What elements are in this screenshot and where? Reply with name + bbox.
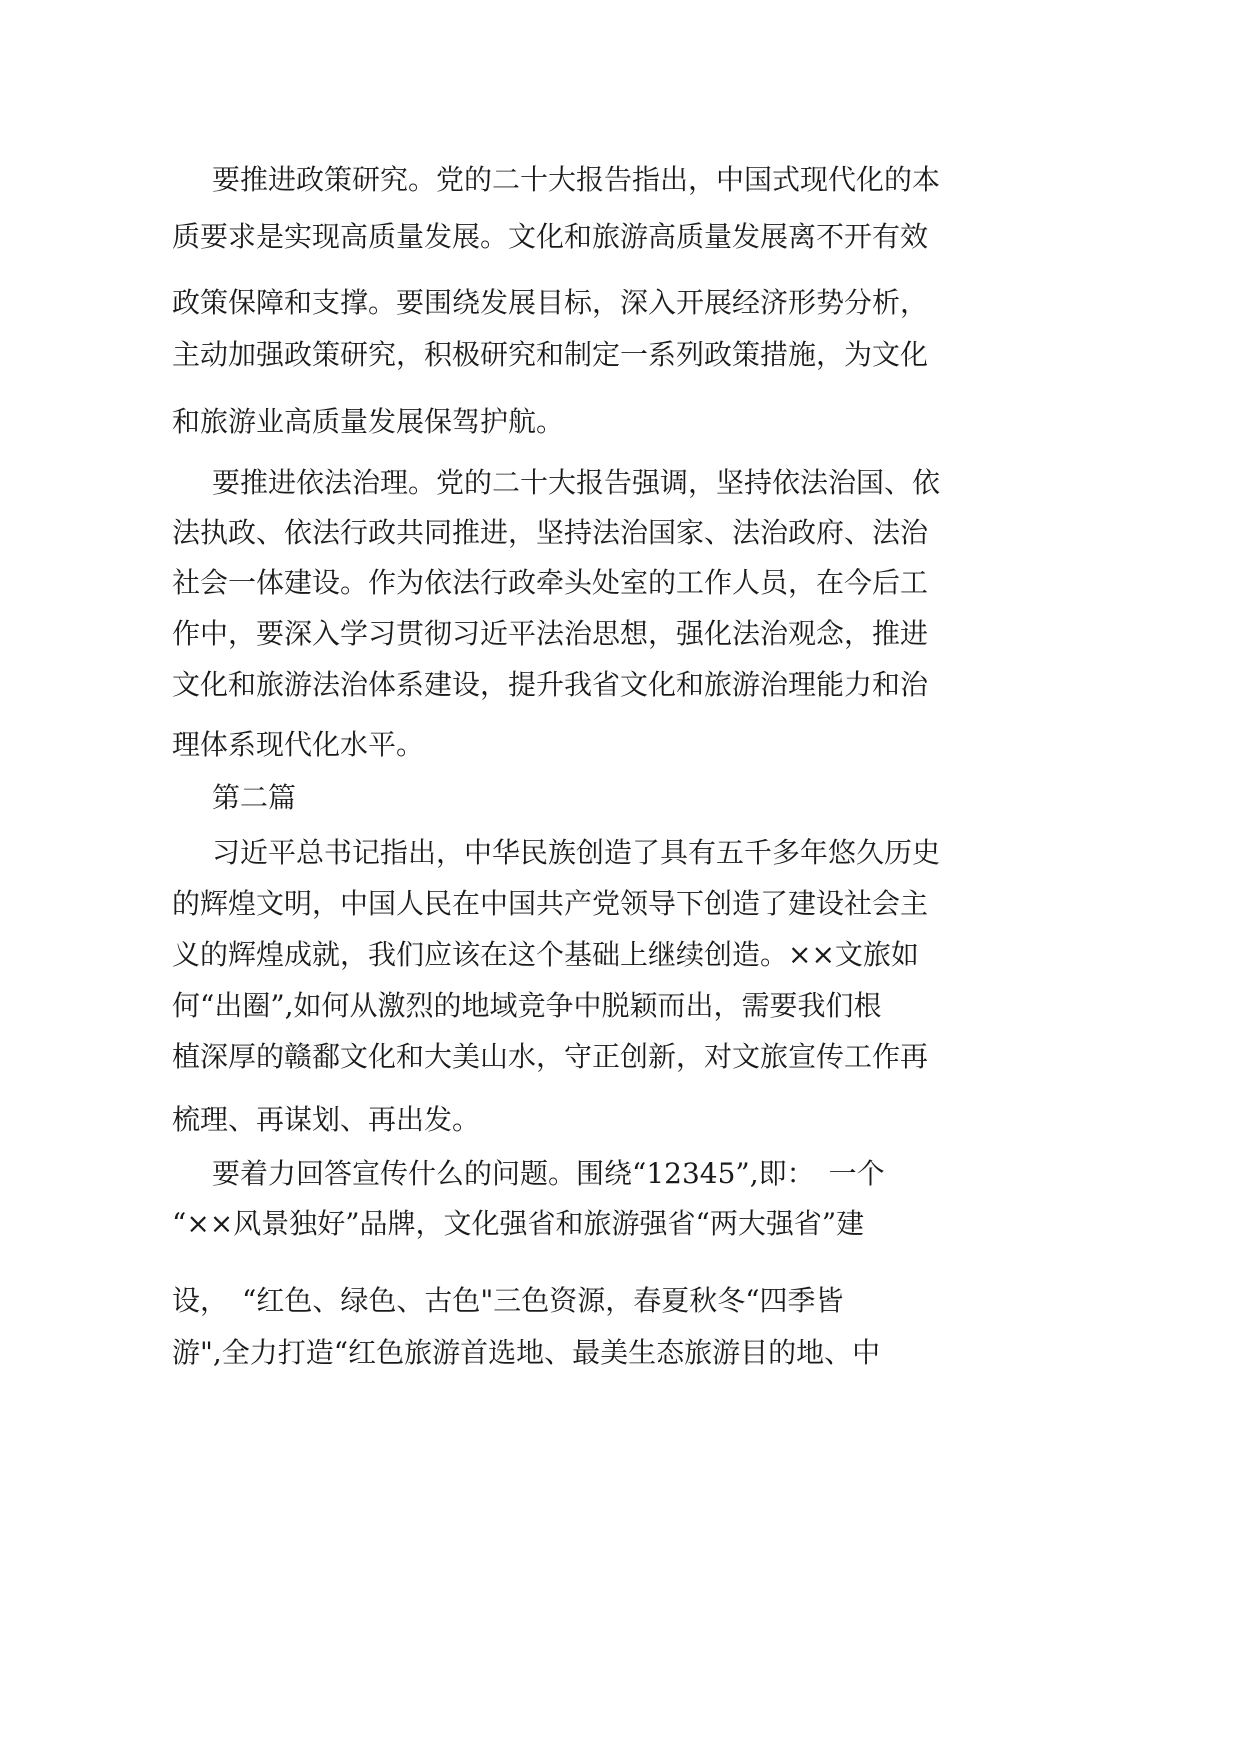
text-line: 植深厚的赣鄱文化和大美山水，守正创新，对文旅宣传工作再: [172, 1040, 929, 1073]
text-line: 社会一体建设。作为依法行政牵头处室的工作人员，在今后工: [172, 566, 929, 599]
text-line: 习近平总书记指出，中华民族创造了具有五千多年悠久历史: [212, 836, 941, 869]
section-heading: 第二篇: [212, 781, 297, 814]
text-line: 游",全力打造“红色旅游首选地、最美生态旅游目的地、中: [172, 1336, 881, 1369]
text-line: 义的辉煌成就，我们应该在这个基础上继续创造。××文旅如: [172, 938, 919, 971]
text-line: 梳理、再谋划、再出发。: [172, 1103, 481, 1136]
text-line: 何“出圈”,如何从激烈的地域竞争中脱颖而出，需要我们根: [172, 989, 882, 1022]
text-line: 的辉煌文明，中国人民在中国共产党领导下创造了建设社会主: [172, 887, 929, 920]
text-line: 法执政、依法行政共同推进，坚持法治国家、法治政府、法治: [172, 516, 929, 549]
text-line: 文化和旅游法治体系建设，提升我省文化和旅游治理能力和治: [172, 668, 929, 701]
text-line: “××风景独好”品牌，文化强省和旅游强省“两大强省”建: [172, 1207, 865, 1240]
text-line: 和旅游业高质量发展保驾护航。: [172, 405, 565, 438]
text-line: 设， “红色、绿色、古色"三色资源，春夏秋冬“四季皆: [172, 1284, 844, 1317]
text-line: 要着力回答宣传什么的问题。围绕“12345”,即： 一个: [212, 1157, 885, 1190]
text-line: 要推进政策研究。党的二十大报告指出，中国式现代化的本: [212, 163, 941, 196]
text-line: 理体系现代化水平。: [172, 728, 425, 761]
text-line: 质要求是实现高质量发展。文化和旅游高质量发展离不开有效: [172, 220, 929, 253]
text-line: 主动加强政策研究，积极研究和制定一系列政策措施，为文化: [172, 338, 929, 371]
text-line: 要推进依法治理。党的二十大报告强调，坚持依法治国、依: [212, 466, 941, 499]
text-line: 作中，要深入学习贯彻习近平法治思想，强化法治观念，推进: [172, 617, 929, 650]
text-line: 政策保障和支撑。要围绕发展目标，深入开展经济形势分析，: [172, 286, 929, 319]
